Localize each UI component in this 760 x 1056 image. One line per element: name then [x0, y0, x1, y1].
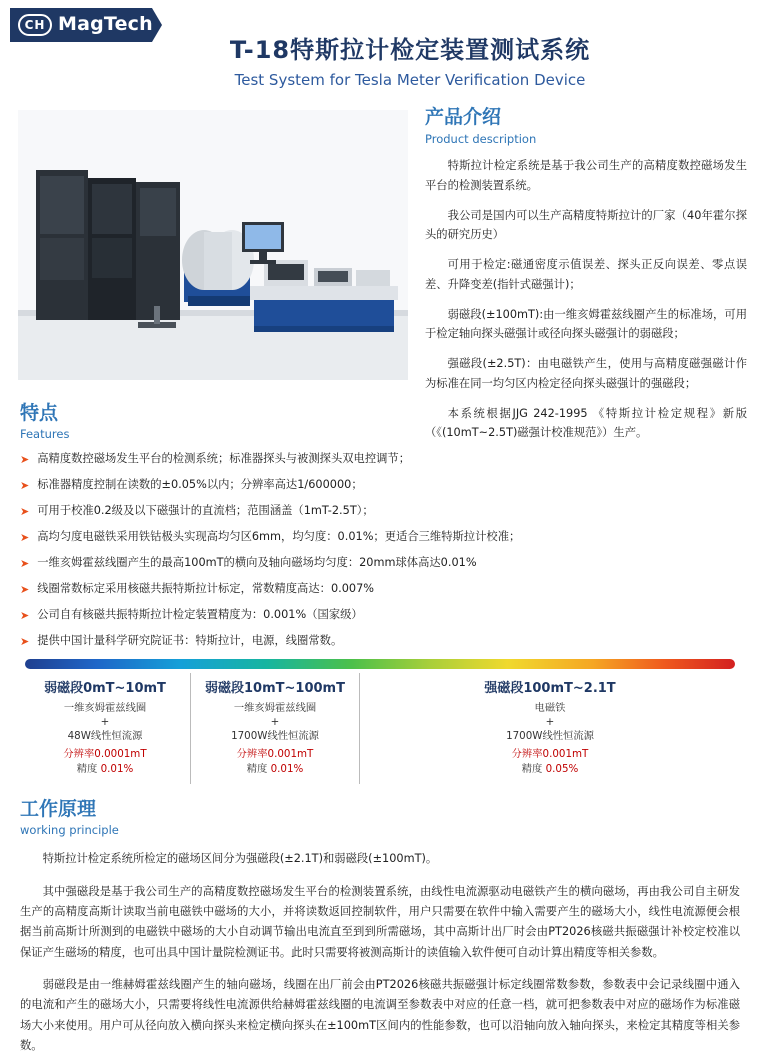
segment-component-2: 48W线性恒流源: [67, 729, 143, 742]
segment-accuracy-value: 0.01%: [270, 763, 304, 775]
list-item: [20, 555, 740, 572]
segment-accuracy-value: 0.01%: [100, 763, 134, 775]
logo-text: MagTech: [58, 13, 153, 35]
product-paragraph: 特斯拉计检定系统是基于我公司生产的高精度数控磁场发生平台的检测装置系统。: [425, 159, 747, 192]
list-item: [20, 451, 740, 468]
arrow-icon: ➤: [20, 609, 30, 623]
segment-row: [20, 673, 740, 784]
feature-text: 高精度数控磁场发生平台的检测系统；标准器探头与被测探头双电控调节；: [37, 452, 411, 465]
feature-text: 提供中国计量科学研究院证书：特斯拉计，电源，线圈常数。: [37, 634, 343, 648]
segment-resolution: 分辨率0.0001mT: [63, 747, 147, 760]
segment-component-1: 一维亥姆霍兹线圈: [63, 702, 147, 715]
segment-accuracy-label: 精度: [246, 763, 268, 775]
segment-weak-low: [20, 673, 190, 784]
feature-text: 一维亥姆霍兹线圈产生的最高100mT的横向及轴向磁场均匀度：20mm球体高达0.01%: [37, 556, 477, 570]
features-list: [20, 451, 740, 650]
magnetic-range-diagram: [20, 659, 740, 784]
segment-plus: +: [100, 716, 110, 729]
feature-text: 线圈常数标定采用核磁共振特斯拉计标定，常数精度高达：0.007%: [37, 582, 375, 596]
segment-plus: +: [545, 716, 555, 729]
segment-title: 弱磁段10mT~100mT: [205, 681, 345, 697]
feature-text: 标准器精度控制在读数的±0.05%以内；分辨率高达1/600000；: [37, 478, 363, 492]
working-paragraph: 其中强磁段是基于我公司生产的高精度数控磁场发生平台的检测装置系统，由线性电流源驱动电磁铁产生的横向磁场，再由我公司自主研发生产的高精度高斯计读取当前电磁铁中磁场的大小，并将读数返回控制软件，用户只需要在软件中输入需要产生的磁场大小，线性电流源便会根据当前高斯计所测到的电磁铁中磁场的大小自动调节输出电流直至到到所需磁场，其中高斯计出厂时会由PT2026核磁共振磁强计补校定校准以保证产生磁场的精度，也可出具中国计量院检测证书。此时只需要将被测高斯计的读值输入软件便可自动计算出精度等相关参数。: [20, 884, 740, 959]
segment-accuracy-value: 0.05%: [545, 763, 579, 775]
arrow-icon: ➤: [20, 505, 30, 519]
segment-component-1: 电磁铁: [534, 702, 566, 715]
product-paragraph: 我公司是国内可以生产高精度特斯拉计的厂家（40年霍尔探头的研究历史）: [425, 208, 747, 242]
segment-plus: +: [270, 716, 280, 729]
product-photo: [18, 110, 408, 380]
product-paragraph: 本系统根据JJG 242-1995 《特斯拉计检定规程》新版（《(10mT~2.5T)磁强计校准规范》）生产。: [425, 406, 747, 440]
feature-text: 公司自有核磁共振特斯拉计检定装置精度为：0.001%（国家级）: [37, 608, 363, 622]
feature-text: 高均匀度电磁铁采用铁钴极头实现高均匀区6mm，均匀度：0.01%；更适合三维特斯拉计校准；: [37, 530, 521, 544]
product-paragraph: 可用于检定:磁通密度示值误差、探头正反向误差、零点误差、升降变差(指针式磁强计)；: [425, 258, 747, 291]
product-photo-illustration: [18, 110, 408, 380]
segment-title: 强磁段100mT~2.1T: [484, 681, 616, 697]
segment-accuracy: [195, 762, 355, 776]
product-title-cn: 产品介绍: [425, 106, 502, 128]
segment-component-1: 一维亥姆霍兹线圈: [233, 702, 317, 715]
product-description: [425, 102, 747, 443]
segment-resolution: 分辨率0.001mT: [236, 747, 314, 760]
segment-weak-high: [190, 673, 360, 784]
working-title-cn: 工作原理: [20, 798, 97, 821]
segment-component-2: 1700W线性恒流源: [231, 729, 319, 742]
segment-resolution: 分辨率0.001mT: [511, 747, 589, 760]
list-item: [20, 503, 740, 520]
product-title-en: Product description: [425, 132, 537, 146]
working-paragraph: 弱磁段是由一维赫姆霍兹线圈产生的轴向磁场，线圈在出厂前会由PT2026核磁共振磁强计标定线圈常数参数，参数表中会记录线圈中通入的电流和产生的磁场大小，只需要将线性电流源供给赫姆霍兹线圈的电流调至参数表中对应的任意一档，就可把参数表中对应的磁场作为标准磁场大小来使用。用户可从径向放入横向探头来检定横向探头在±100mT区间内的性能参数，也可以沿轴向放入轴向探头，来检定其精度等相关参数。: [20, 978, 740, 1053]
page-subtitle: Test System for Tesla Meter Verification Device: [234, 71, 586, 89]
gradient-band: [25, 659, 735, 669]
feature-text: 可用于校准0.2级及以下磁强计的直流档；范围涵盖（1mT-2.5T）；: [37, 504, 374, 518]
segment-component-2: 1700W线性恒流源: [506, 729, 594, 742]
company-logo: [10, 8, 162, 42]
list-item: [20, 529, 740, 546]
page-header: [0, 0, 760, 92]
segment-accuracy-label: 精度: [521, 763, 543, 775]
segment-title: 弱磁段0mT~10mT: [44, 681, 166, 697]
list-item: [20, 633, 740, 650]
arrow-icon: ➤: [20, 635, 30, 649]
product-paragraph: 弱磁段(±100mT):由一维亥姆霍兹线圈产生的标准场，可用于检定轴向探头磁强计或径向探头磁强计的弱磁段；: [425, 307, 747, 341]
features-title-en: Features: [20, 427, 70, 441]
list-item: [20, 607, 740, 624]
working-title-en: working principle: [20, 823, 119, 838]
list-item: [20, 581, 740, 598]
arrow-icon: ➤: [20, 583, 30, 597]
page-title: T-18特斯拉计检定装置测试系统: [229, 36, 591, 64]
logo-badge-icon: CH: [18, 14, 52, 36]
arrow-icon: ➤: [20, 531, 30, 545]
product-paragraph: 强磁段(±2.5T)：由电磁铁产生，使用与高精度磁强磁计作为标准在同一均匀区内检定径向探头磁强计的强磁段；: [425, 357, 747, 390]
working-principle-section: [0, 794, 760, 1056]
segment-accuracy: [24, 762, 186, 776]
segment-accuracy-label: 精度: [76, 763, 98, 775]
segment-accuracy: [364, 762, 736, 776]
features-title-cn: 特点: [20, 402, 59, 424]
arrow-icon: ➤: [20, 453, 30, 466]
arrow-icon: ➤: [20, 557, 30, 571]
working-paragraph: 特斯拉计检定系统所检定的磁场区间分为强磁段(±2.1T)和弱磁段(±100mT)。: [42, 852, 438, 866]
segment-strong: [360, 673, 740, 784]
list-item: [20, 477, 740, 494]
arrow-icon: ➤: [20, 479, 30, 493]
